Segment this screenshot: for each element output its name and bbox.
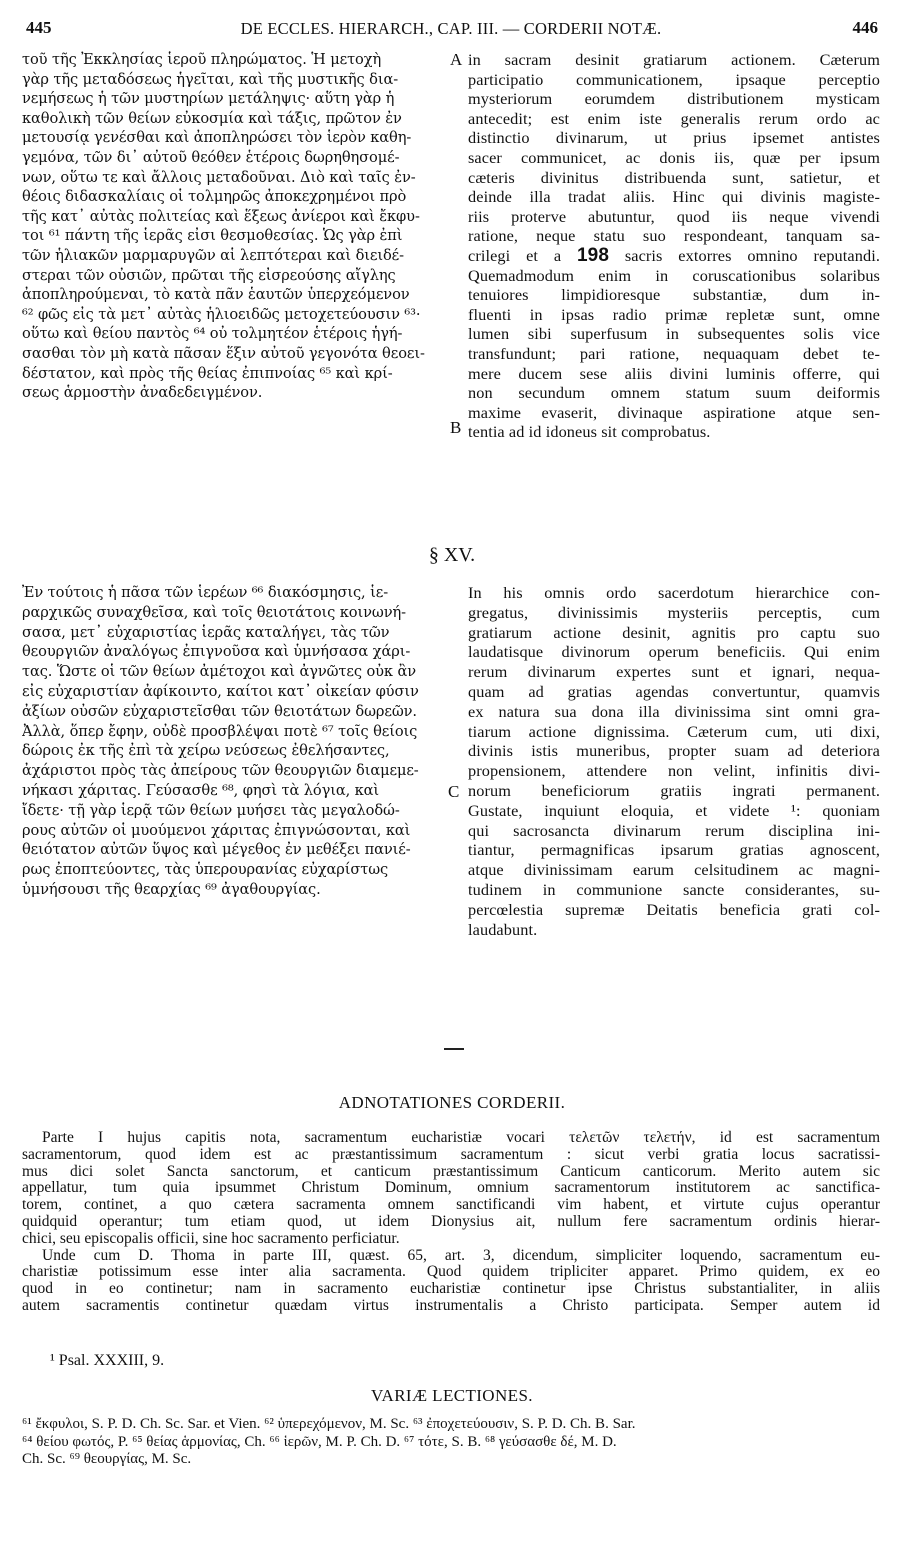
latin-line-end: sacris extorres omnino reputandi. (624, 245, 880, 265)
margin-marker-c: C (448, 782, 460, 801)
greek-line: σεως ἁρμοστὴν ἀναδεδειγμένον. (22, 384, 263, 402)
latin-line: tenuiores limpidioresque substantiæ, dum in- (468, 285, 880, 305)
greek-line: οὕτω καὶ θείου παντὸς ⁶⁴ οὐ τολμητέον ἑτέροις ἡγή- (22, 325, 403, 343)
greek-line: στεραι τῶν οὐσιῶν, πρῶται τῆς εἰσρεούσης αἴγλης (22, 266, 396, 284)
greek-line: τας. Ὥστε οἱ τῶν θείων ἀμέτοχοι καὶ ἀγνῶτες οὐκ ἂν (22, 663, 416, 681)
greek-line: τῆς κατ᾽ αὐτὰς πολιτείας καὶ ἕξεως ἀνίεροι καὶ ἔκφυ- (22, 207, 420, 225)
margin-marker-a: A (450, 50, 463, 69)
latin-line: ratione, neque statu suo respondeant, tanquam sa- (468, 226, 880, 246)
latin-line: tiantur, permagnificas ipsarum gratias agnoscent, (468, 840, 880, 860)
page-number-right: 446 (852, 18, 878, 37)
annotation-line: autem sacramentis continetur quædam virtus instrumentalis a Christo participata. Semper autem id (22, 1297, 880, 1314)
latin-line: antecedit; est enim iste generalis rerum ordo ac (468, 108, 880, 128)
latin-line: tentia ad id idoneus sit comprobatus. (468, 422, 711, 442)
latin-line: transfundunt; pari ratione, nequaquam debet te- (468, 343, 880, 363)
latin-line: rerum divinarum expertes sunt et ignari, nequa- (468, 662, 880, 682)
separator-rule (444, 1048, 464, 1050)
greek-line: ἀποπληρούμεναι, τὸ κατὰ πᾶν ἑαυτῶν ὑπερχεόμενον (22, 286, 410, 304)
latin-line: mere ducem sese aliis divini luminis offerre, qui (468, 363, 880, 383)
latin-line: maxime evaserit, divinaque aspiratione atque sen- (468, 402, 880, 422)
greek-line: τοῦ τῆς Ἐκκλησίας ἱεροῦ πληρώματος. Ἡ μετοχὴ (22, 51, 382, 68)
latin-line: in sacram desinit gratiarum actionem. Cæterum (468, 50, 880, 69)
greek-line: Ἐν τούτοις ἡ πᾶσα τῶν ἱερέων ⁶⁶ διακόσμησις, ἱε- (22, 584, 389, 601)
latin-line-start: crilegi et a (468, 245, 562, 265)
variae-heading: VARIÆ LECTIONES. (371, 1386, 533, 1405)
latin-line: participatio communicationem, ipsaque perceptio (468, 69, 880, 89)
annotation-line: charistiæ potissimum esse inter alia sacramenta. Quod quidem tripliciter apparet. Primo quidem, ex eo (22, 1264, 880, 1281)
greek-column-section-1 (22, 50, 446, 403)
running-header (20, 18, 882, 44)
latin-line: Quemadmodum enim in coruscationibus solaribus (468, 265, 880, 285)
page-number-left: 445 (26, 18, 52, 37)
greek-line: ρως ἐποπτεύοντες, τὰς ὑπερουρανίας εὐχαρίστως (22, 861, 389, 879)
annotation-line: appellatur, tum quia ipsummet Christum Dominum, omnium sacramentorum institutorem ac sanctifica- (22, 1180, 880, 1197)
annotations-heading: ADNOTATIONES CORDERII. (338, 1093, 566, 1112)
latin-line: riis proterve abutuntur, quod iis neque vivendi (468, 206, 880, 226)
greek-line: νων, οὕτω τε καὶ ἄλλοις μεταδοῦναι. Διὸ καὶ ταῖς ἐν- (22, 168, 416, 186)
latin-line: sacer communicet, ac donis iis, quæ per ipsum (468, 147, 880, 167)
latin-line: percœlestia supremæ Deitatis beneficia grati col- (468, 899, 880, 919)
annotation-line: Parte I hujus capitis nota, sacramentum eucharistiæ vocari τελετῶν τελετήν, id est sacramentum (42, 1130, 880, 1146)
greek-line: δώροις ἐκ τῆς ἐπὶ τὰ χείρω νεύσεως ἐθελήσαντες, (22, 742, 390, 760)
greek-line: ραρχικῶς συναχθεῖσα, καὶ τοῖς θειοτάτοις κοινωνή- (22, 603, 406, 621)
latin-line: laudatisque divinorum operum beneficiis. Qui enim (468, 642, 880, 662)
annotation-line: torem, continet, a quo cætera sacramenta omnem sanctificandi vim habent, et virtute cujus operantur (22, 1197, 880, 1214)
greek-line: σασθαι τὸν μὴ κατὰ πᾶσαν ἕξιν αὐτοῦ γεγονότα θεοει- (22, 344, 425, 362)
greek-line: Ἀλλὰ, ὅπερ ἔφην, οὐδὲ προσβλέψαι ποτὲ ⁶⁷ τοῖς θείοις (22, 722, 418, 740)
greek-line: νήκασι χάριτας. Γεύσασθε ⁶⁸, φησὶ τὰ λόγια, καὶ (22, 781, 380, 799)
greek-line: τῶν ἡλιακῶν μαρμαρυγῶν αἱ λεπτότεραι καὶ διειδέ- (22, 246, 404, 264)
variae-lectiones (22, 1416, 880, 1469)
latin-line: fluenti in ipsas radio primæ repletæ sunt, omne (468, 304, 880, 324)
annotation-line: mus dici solet Sancta sanctorum, et canticum præstantissimum Canticum canticorum. Merito autem sic (22, 1163, 880, 1180)
greek-line: σασα, μετ᾽ εὐχαριστίας ἱερᾶς καταλήγει, τὰς τῶν (22, 623, 390, 641)
latin-line: norum beneficiorum gratiis ingrati permanent. (468, 780, 880, 800)
greek-line: ἀξίων οὐσῶν εὐχαριστεῖσθαι τῶν θειοτάτων δωρεῶν. (22, 702, 417, 720)
latin-line: tiarum actione dignissima. Cæterum cum, uti dixi, (468, 721, 880, 741)
latin-line: distinctio divinarum, ut prius ipsemet antistes (468, 128, 880, 148)
latin-line: atque divinissimam earum celsitudinem ac magni- (468, 860, 880, 880)
variant-line: ⁶¹ ἔκφυλοι, S. P. D. Ch. Sc. Sar. et Vien. ⁶² ὑπερεχόμενον, M. Sc. ⁶³ ἐποχετεύουσιν, S. P. D. Ch. B. Sar. (22, 1416, 636, 1432)
greek-line: ἀχάριστοι πρὸς τὰς ἀπείρους τῶν θεουργιῶν διαμεμε- (22, 762, 419, 780)
greek-line: γεμόνα, τῶν δι᾽ αὐτοῦ θεόθεν ἑτέροις δωρηθησομέ- (22, 148, 400, 166)
annotations-body (22, 1130, 880, 1315)
latin-line: gregatus, divinissimis mysteriis perceptis, cum (468, 602, 880, 622)
greek-line: μετουσίᾳ γενέσθαι καὶ ἀποπληρώσει τὸν ἱερὸν καθη- (22, 129, 412, 147)
latin-line: propensionem, attendere non velint, infinitis divi- (468, 761, 880, 781)
column-number: 198 (576, 245, 609, 266)
latin-line: deinde illa tradat aliis. Hinc qui divinis magiste- (468, 187, 880, 207)
latin-line: cæteris divinitus distribuenda sunt, satietur, et (468, 167, 880, 187)
greek-line: θεουργιῶν ἀναλόγως ἐπιγνοῦσα καὶ ὑμνήσασα χάρι- (22, 643, 411, 661)
greek-line: δέστατον, καὶ πρὸς τῆς θείας ἐπιπνοίας ⁶⁵ καὶ κρί- (22, 364, 393, 382)
latin-line: laudabunt. (468, 919, 538, 939)
greek-line: θέοις διδασκαλίαις οἱ τολμηρῶς ἀποκεχρημένοι πρὸ (22, 188, 407, 206)
latin-line: Gustate, inquiunt eloquia, et videte ¹: quoniam (468, 800, 880, 820)
annotation-line: chici, seu episcopalis officii, sine hoc sacramento perficiatur. (22, 1230, 400, 1247)
running-title: DE ECCLES. HIERARCH., CAP. III. — CORDERII NOTÆ. (240, 19, 662, 38)
greek-line: γὰρ τῆς μεταδόσεως ἡγεῖται, καὶ τῆς μυστικῆς δια- (22, 70, 399, 88)
greek-line: ρους αὐτῶν οἱ μυούμενοι χάριτας ἐπιγνώσονται, καὶ (22, 821, 411, 839)
latin-line: non secundum omnem statum suum deiformis (468, 383, 880, 403)
footnote-reference: ¹ Psal. XXXIII, 9. (50, 1352, 165, 1369)
latin-line: tudinem in communione sancte considerantes, su- (468, 879, 880, 899)
latin-line: qui sacrosancta divinarum rerum disciplina ini- (468, 820, 880, 840)
latin-line: mysteriorum eorumdem distributionem mysticam (468, 89, 880, 109)
greek-line: καθολικὴ τῶν θείων εὐκοσμία καὶ τάξις, πρῶτον ἐν (22, 109, 402, 127)
latin-line: quam ad gratias agendas convertuntur, quamvis (468, 681, 880, 701)
latin-column-section-1 (468, 50, 880, 442)
greek-column-section-2 (22, 583, 446, 900)
greek-line: ὑμνήσουσι τῆς θεαρχίας ⁶⁹ ἀγαθουργίας. (22, 880, 321, 898)
latin-line: gratiarum actione desinit, agnitis pro captu suo (468, 622, 880, 642)
greek-line: ⁶² φῶς εἰς τὰ μετ᾽ αὐτὰς ἡλιοειδῶς μετοχετεύουσιν ⁶³· (22, 305, 421, 323)
greek-line: νεμήσεως ἡ τῶν μυστηρίων μετάληψις· αὕτη γὰρ ἡ (22, 90, 395, 108)
latin-line: ex natura sua dona illa divinissima sint omni gra- (468, 701, 880, 721)
greek-line: θειότατον αὐτῶν ὕψος καὶ μέγεθος ἐν μεθέξει πανιέ- (22, 841, 411, 859)
annotation-line: sacramentorum, quod idem est ac præstantissimum sacramentum : sicut verbi gratia locus sacratissi- (22, 1146, 880, 1163)
latin-line: In his omnis ordo sacerdotum hierarchice con- (468, 583, 880, 602)
latin-line: divinis istis muneribus, propter suam ad deteriora (468, 741, 880, 761)
section-heading: § XV. (428, 544, 476, 566)
greek-line: τοι ⁶¹ πάντη τῆς ἱερᾶς εἰσι θεσμοθεσίας. Ὡς γὰρ ἐπὶ (22, 227, 403, 245)
annotation-line: quod in eo continetur; nam in sacramento eucharistiæ continetur ipse Christus substantialiter, in aliis (22, 1281, 880, 1298)
latin-line: lumen sibi superfusum in subsequentes solis vice (468, 324, 880, 344)
latin-line-with-column-number (468, 246, 880, 266)
variant-line: ⁶⁴ θείου φωτός, P. ⁶⁵ θείας ἁρμονίας, Ch. ⁶⁶ ἱερῶν, M. P. Ch. D. ⁶⁷ τότε, S. B. ⁶⁸ γεύσασθε δέ, M. D. (22, 1433, 617, 1450)
variant-line: Ch. Sc. ⁶⁹ θεουργίας, M. Sc. (22, 1451, 192, 1467)
latin-column-section-2 (468, 583, 880, 939)
margin-marker-b: B (450, 418, 462, 437)
greek-line: ἴδετε· τῇ γὰρ ἱερᾷ τῶν θείων μυήσει τὰς μεγαλοδώ- (22, 801, 400, 819)
annotation-line: Unde cum D. Thoma in parte III, quæst. 65, art. 3, dicendum, simpliciter loquendo, sacramentum eu- (42, 1247, 880, 1264)
annotation-line: quidquid operantur; tum etiam quod, ut idem Dionysius ait, nullum fere sacramentum ordinis hierar- (22, 1213, 880, 1230)
greek-line: εἰς εὐχαριστίαν ἀφίκοιντο, καίτοι κατ᾽ οἰκείαν φύσιν (22, 682, 419, 700)
